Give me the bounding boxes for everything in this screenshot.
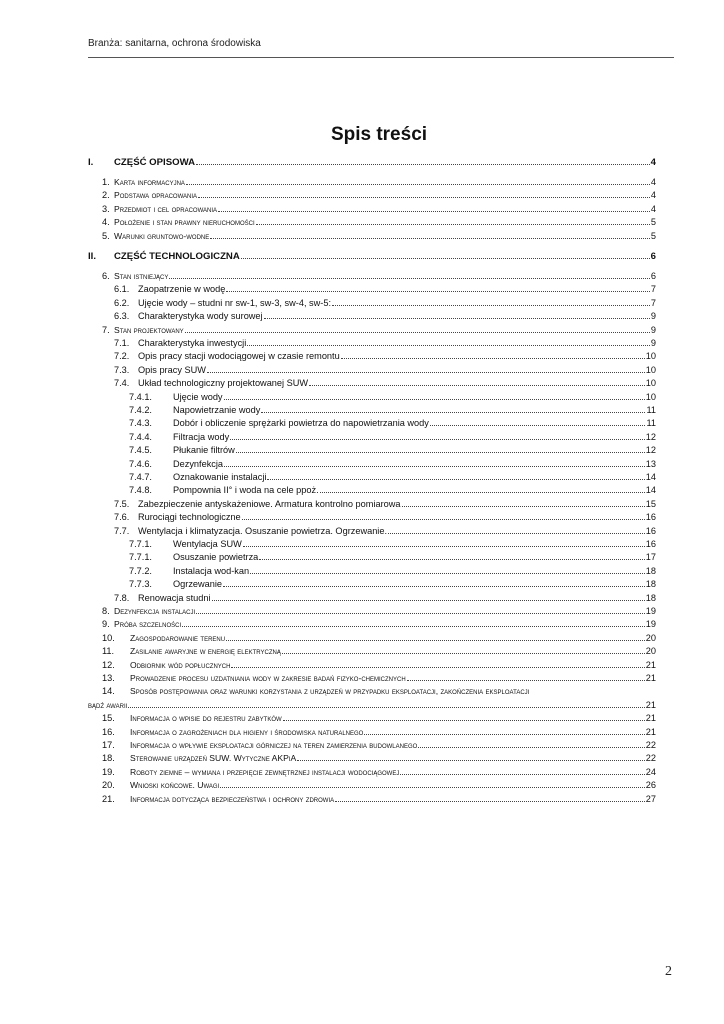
toc-entry[interactable] xyxy=(88,471,656,483)
toc-leader-dots xyxy=(210,230,650,239)
toc-entry-number: 6.3. xyxy=(114,311,130,322)
toc-entry[interactable] xyxy=(88,685,656,697)
toc-entry-number: 7.4.2. xyxy=(129,405,152,415)
toc-entry[interactable] xyxy=(88,565,656,577)
toc-entry-page: 27 xyxy=(645,793,656,804)
toc-part-heading[interactable] xyxy=(88,250,656,263)
toc-entry-number: 7.6. xyxy=(114,512,130,523)
toc-leader-dots xyxy=(247,337,650,346)
toc-leader-dots xyxy=(297,752,645,761)
toc-entry-number: 2. xyxy=(102,190,110,201)
toc-leader-dots xyxy=(185,324,650,333)
toc-entry-number: 6.2. xyxy=(114,297,130,308)
toc-entry-number: 6. xyxy=(102,271,110,281)
toc-entry-number: 19. xyxy=(102,766,115,777)
toc-leader-dots xyxy=(220,779,645,788)
toc-entry-title: Wentylacja SUW xyxy=(173,539,242,549)
toc-entry-page: 19 xyxy=(645,606,656,616)
toc-entry-page: 10 xyxy=(645,351,656,362)
toc-entry-title: Zagospodarowanie terenu xyxy=(130,632,226,643)
toc-leader-dots xyxy=(388,525,645,534)
toc-entry-title: Stan projektowany xyxy=(114,324,184,335)
toc-leader-dots xyxy=(335,793,645,802)
page-title: Spis treści xyxy=(330,124,428,145)
toc-entry-number: 12. xyxy=(102,659,115,670)
toc-entry-title: Dobór i obliczenie sprężarki powietrza do napowietrzania wody xyxy=(173,418,429,429)
toc-entry-page: 6 xyxy=(650,271,656,281)
toc-entry-page: 7 xyxy=(650,297,656,308)
toc-entry-page: 6 xyxy=(650,251,656,262)
toc-entry-title: Rurociągi technologiczne xyxy=(138,512,241,523)
toc-entry-title: Charakterystyka inwestycji xyxy=(138,338,247,348)
toc-entry-number: 6.1. xyxy=(114,284,130,295)
toc-entry[interactable] xyxy=(88,726,656,738)
toc-entry[interactable] xyxy=(88,551,656,563)
toc-entry-page: 16 xyxy=(645,512,656,523)
toc-entry[interactable] xyxy=(88,310,656,322)
toc-entry-title: CZĘŚĆ TECHNOLOGICZNA xyxy=(114,251,240,262)
toc-entry-page: 18 xyxy=(645,592,656,603)
toc-entry-page: 12 xyxy=(645,445,656,456)
toc-entry[interactable] xyxy=(88,618,656,630)
toc-entry-title: Zabezpieczenie antyskażeniowe. Armatura kontrolno pomiarowa xyxy=(138,498,401,509)
toc-entry-title: Wnioski końcowe. Uwagi xyxy=(130,780,220,791)
toc-entry-number: 3. xyxy=(102,203,110,214)
toc-entry-title: Opis pracy stacji wodociągowej w czasie remontu xyxy=(138,351,340,362)
toc-entry-title: Charakterystyka wody surowej xyxy=(138,311,263,322)
toc-entry-number: 7.4.6. xyxy=(129,458,152,469)
toc-entry-number: 7.4.1. xyxy=(129,391,152,402)
toc-entry-page: 17 xyxy=(645,552,656,563)
toc-entry-number: 16. xyxy=(102,726,115,737)
toc-entry-title: Próba szczelności xyxy=(114,619,182,630)
toc-leader-dots xyxy=(320,484,645,493)
toc-entry[interactable] xyxy=(88,605,656,617)
toc-entry-page: 21 xyxy=(645,673,656,683)
toc-entry-page: 22 xyxy=(645,740,656,750)
toc-entry[interactable] xyxy=(88,391,656,403)
toc-entry-title: Odbiornik wód popłucznych xyxy=(130,659,231,670)
toc-entry-page: 16 xyxy=(645,539,656,549)
toc-leader-dots xyxy=(341,350,645,359)
toc-entry-title: Stan istniejący xyxy=(114,271,169,281)
toc-entry[interactable] xyxy=(88,659,656,671)
toc-entry-page: 21 xyxy=(645,713,656,724)
toc-entry[interactable] xyxy=(88,645,656,657)
toc-entry-number: 7.4.8. xyxy=(129,485,152,496)
toc-entry-number: 7.8. xyxy=(114,592,130,603)
toc-entry[interactable] xyxy=(88,766,656,778)
toc-entry[interactable] xyxy=(88,712,656,724)
toc-entry-number: 1. xyxy=(102,177,110,187)
toc-entry-title: CZĘŚĆ OPISOWA xyxy=(114,157,196,168)
toc-entry-title: Roboty ziemne – wymiana i przepięcie zewnętrznej instalacji wodociągowej xyxy=(130,766,400,777)
toc-entry-title: Renowacja studni xyxy=(138,592,211,603)
toc-entry[interactable] xyxy=(88,578,656,590)
toc-entry-title: Karta informacyjna xyxy=(114,177,185,187)
toc-entry-number: 7.5. xyxy=(114,498,130,509)
toc-entry-continuation[interactable] xyxy=(88,699,656,711)
toc-entry-number: 13. xyxy=(102,673,115,683)
toc-entry[interactable] xyxy=(88,230,656,242)
toc-entry-number: 7.1. xyxy=(114,338,130,348)
toc-leader-dots xyxy=(218,203,650,212)
toc-leader-dots xyxy=(264,310,650,319)
toc-entry-number: 7.7.2. xyxy=(129,565,152,576)
toc-entry[interactable] xyxy=(88,444,656,456)
toc-leader-dots xyxy=(169,270,650,279)
toc-leader-dots xyxy=(224,391,645,400)
toc-entry-page: 11 xyxy=(646,418,656,429)
toc-entry-title: Ujęcie wody xyxy=(173,391,223,402)
toc-entry-page: 9 xyxy=(650,324,656,335)
toc-entry-number: 14. xyxy=(102,686,115,697)
toc-entry-number: 5. xyxy=(102,230,110,241)
toc-entry-title: Dezynfekcja xyxy=(173,458,224,469)
toc-entry[interactable] xyxy=(88,672,656,684)
toc-entry-number: 7.7.3. xyxy=(129,579,152,590)
toc-leader-dots xyxy=(128,699,644,708)
toc-entry[interactable] xyxy=(88,431,656,443)
toc-entry-title: Położenie i stan prawny nieruchomości xyxy=(114,217,255,228)
toc-entry-number: 7.4.3. xyxy=(129,418,152,429)
toc-entry-number: I. xyxy=(88,157,94,168)
toc-leader-dots xyxy=(230,431,645,440)
toc-entry-page: 22 xyxy=(645,753,656,764)
toc-entry-title: Podstawa opracowania xyxy=(114,190,198,201)
toc-leader-dots xyxy=(212,592,645,601)
toc-entry-page: 10 xyxy=(645,391,656,402)
toc-entry-title: Instalacja wod-kan xyxy=(173,565,250,576)
toc-entry-title: Informacja o wpisie do rejestru zabytków xyxy=(130,713,282,724)
toc-entry-number: 20. xyxy=(102,780,115,791)
running-header: Branża: sanitarna, ochrona środowiska xyxy=(88,38,674,58)
toc-entry-title: Sterowanie urządzeń SUW. Wytyczne AKPiA xyxy=(130,753,297,764)
toc-entry[interactable] xyxy=(88,739,656,751)
toc-entry-page: 13 xyxy=(645,458,656,469)
toc-entry-page: 9 xyxy=(650,338,656,348)
toc-entry[interactable] xyxy=(88,484,656,496)
toc-entry-page: 19 xyxy=(645,619,656,630)
toc-entry-page: 24 xyxy=(645,766,656,777)
toc-leader-dots xyxy=(207,364,645,373)
toc-entry-title: Oznakowanie instalacji xyxy=(173,472,267,482)
toc-entry-page: 11 xyxy=(646,405,656,415)
toc-entry-page: 4 xyxy=(650,177,656,187)
toc-entry[interactable] xyxy=(88,270,656,282)
toc-part-heading[interactable] xyxy=(88,156,656,169)
toc-entry[interactable] xyxy=(88,779,656,791)
toc-entry-page: 7 xyxy=(650,284,656,295)
toc-entry-page: 10 xyxy=(645,378,656,389)
toc-entry-number: II. xyxy=(88,251,96,262)
toc-entry[interactable] xyxy=(88,793,656,805)
toc-entry[interactable] xyxy=(88,176,656,188)
toc-entry-page: 20 xyxy=(645,646,656,657)
toc-entry-number: 7. xyxy=(102,324,110,335)
toc-entry-number: 7.3. xyxy=(114,364,130,375)
toc-entry-page: 21 xyxy=(645,699,656,710)
toc-entry-page: 21 xyxy=(645,726,656,737)
toc-entry[interactable] xyxy=(88,189,656,201)
toc-entry-title: Informacja o zagrożeniach dla higieny i środowiska naturalnego xyxy=(130,726,364,737)
toc-entry[interactable] xyxy=(88,458,656,470)
toc-entry-page: 16 xyxy=(645,525,656,536)
toc-entry-title: Przedmiot i cel opracowania xyxy=(114,203,218,214)
toc-entry-page: 14 xyxy=(645,485,656,496)
toc-entry-page: 18 xyxy=(645,579,656,590)
toc-entry-page: 5 xyxy=(650,217,656,228)
toc-entry[interactable] xyxy=(88,364,656,376)
toc-leader-dots xyxy=(261,404,645,413)
toc-leader-dots xyxy=(250,565,645,574)
toc-leader-dots xyxy=(418,739,644,748)
toc-leader-dots xyxy=(256,216,650,225)
toc-leader-dots xyxy=(198,189,650,198)
toc-entry-page: 20 xyxy=(645,632,656,643)
toc-entry[interactable] xyxy=(88,498,656,510)
toc-leader-dots xyxy=(309,377,645,386)
toc-leader-dots xyxy=(267,471,644,480)
toc-entry-title: Zaopatrzenie w wodę xyxy=(138,284,226,295)
toc-entry-title: Pompownia II° i woda na cele ppoż. xyxy=(173,485,319,496)
toc-entry-number: 7.7. xyxy=(114,525,130,536)
toc-leader-dots xyxy=(182,618,645,627)
toc-entry[interactable] xyxy=(88,283,656,295)
toc-entry-number: 7.7.1. xyxy=(129,552,152,563)
toc-leader-dots xyxy=(407,672,645,681)
toc-leader-dots xyxy=(243,538,645,547)
toc-entry-number: 18. xyxy=(102,753,115,764)
toc-entry[interactable] xyxy=(88,525,656,537)
toc-entry[interactable] xyxy=(88,324,656,336)
toc-entry-page: 15 xyxy=(645,498,656,509)
toc-entry-title: Ujęcie wody – studni nr sw-1, sw-3, sw-4, sw-5: xyxy=(138,297,331,308)
toc-entry-page: 10 xyxy=(645,364,656,375)
toc-entry-number: 9. xyxy=(102,619,110,630)
toc-entry-page: 26 xyxy=(645,780,656,791)
toc-entry-page: 4 xyxy=(650,157,656,168)
toc-entry-title: Sposób postępowania oraz warunki korzystania z urządzeń w przypadku eksploatacji, zakończenia eksploatacji xyxy=(130,686,530,697)
toc-entry-number: 7.2. xyxy=(114,351,130,362)
toc-entry[interactable] xyxy=(88,216,656,228)
toc-entry-number: 7.4. xyxy=(114,378,130,389)
toc-entry-number: 7.4.4. xyxy=(129,431,152,442)
toc-entry[interactable] xyxy=(88,337,656,349)
toc-leader-dots xyxy=(332,297,650,306)
toc-leader-dots xyxy=(226,632,645,641)
toc-entry-title: Osuszanie powietrza xyxy=(173,552,259,563)
toc-entry-title: Filtracja wody xyxy=(173,431,230,442)
toc-leader-dots xyxy=(282,645,645,654)
toc-entry[interactable] xyxy=(88,592,656,604)
toc-entry-title: Informacja dotycząca bezpieczeństwa i ochrony zdrowia xyxy=(130,793,335,804)
toc-entry-number: 4. xyxy=(102,217,110,228)
toc-entry-title: Opis pracy SUW xyxy=(138,364,206,375)
toc-entry[interactable] xyxy=(88,377,656,389)
toc-leader-dots xyxy=(236,444,645,453)
toc-leader-dots xyxy=(283,712,645,721)
toc-leader-dots xyxy=(364,726,644,735)
toc-leader-dots xyxy=(186,176,650,185)
toc-entry-title: Warunki gruntowo-wodne xyxy=(114,230,210,241)
toc-leader-dots xyxy=(242,511,645,520)
toc-entry-title: Płukanie filtrów xyxy=(173,445,235,456)
toc-entry-title-continued: bądź awarii xyxy=(88,699,128,710)
toc-entry[interactable] xyxy=(88,203,656,215)
toc-entry-title: Dezynfekcja instalacji xyxy=(114,606,196,616)
toc-entry-number: 8. xyxy=(102,606,110,616)
toc-entry[interactable] xyxy=(88,538,656,550)
toc-leader-dots xyxy=(224,458,645,467)
toc-entry-page: 21 xyxy=(645,659,656,670)
toc-entry[interactable] xyxy=(88,632,656,644)
toc-entry-page: 12 xyxy=(645,431,656,442)
toc-entry[interactable] xyxy=(88,752,656,764)
toc-entry-number: 7.4.7. xyxy=(129,472,152,482)
toc-entry-title: Wentylacja i klimatyzacja. Osuszanie powietrza. Ogrzewanie. xyxy=(138,525,388,536)
toc-entry-page: 14 xyxy=(645,472,656,482)
toc-entry-number: 21. xyxy=(102,793,115,804)
toc-leader-dots xyxy=(402,498,645,507)
toc-entry-title: Informacja o wpływie eksploatacji górniczej na teren zamierzenia budowlanego xyxy=(130,740,418,750)
toc-entry-title: Ogrzewanie xyxy=(173,579,223,590)
toc-leader-dots xyxy=(400,766,644,775)
toc-entry-page: 9 xyxy=(650,311,656,322)
toc-leader-dots xyxy=(231,659,644,668)
toc-entry-number: 11. xyxy=(102,646,115,657)
toc-entry-number: 10. xyxy=(102,632,115,643)
toc-leader-dots xyxy=(196,156,650,165)
toc-entry[interactable] xyxy=(88,350,656,362)
toc-entry-number: 15. xyxy=(102,713,115,724)
toc-entry-title: Układ technologiczny projektowanej SUW xyxy=(138,378,309,389)
toc-entry-page: 5 xyxy=(650,230,656,241)
toc-entry-page: 18 xyxy=(645,565,656,576)
toc-leader-dots xyxy=(259,551,644,560)
toc-entry[interactable] xyxy=(88,297,656,309)
toc-leader-dots xyxy=(196,605,645,614)
toc-entry-title: Prowadzenie procesu uzdatniania wody w zakresie badań fizyko-chemicznych xyxy=(130,673,406,683)
toc-entry-number: 17. xyxy=(102,740,115,750)
toc-entry-number: 7.7.1. xyxy=(129,539,152,549)
page-number: 2 xyxy=(665,964,672,979)
toc-entry-page: 4 xyxy=(650,190,656,201)
toc-entry-number: 7.4.5. xyxy=(129,445,152,456)
toc-entry-title: Napowietrzanie wody xyxy=(173,405,261,415)
toc-leader-dots xyxy=(241,250,650,259)
toc-leader-dots xyxy=(223,578,645,587)
toc-entry[interactable] xyxy=(88,511,656,523)
toc-entry-page: 4 xyxy=(650,203,656,214)
toc-entry[interactable] xyxy=(88,404,656,416)
toc-leader-dots xyxy=(430,417,646,426)
toc-entry[interactable] xyxy=(88,417,656,429)
toc-entry-title: Zasilanie awaryjne w energię elektryczną xyxy=(130,646,281,657)
toc-leader-dots xyxy=(226,283,650,292)
